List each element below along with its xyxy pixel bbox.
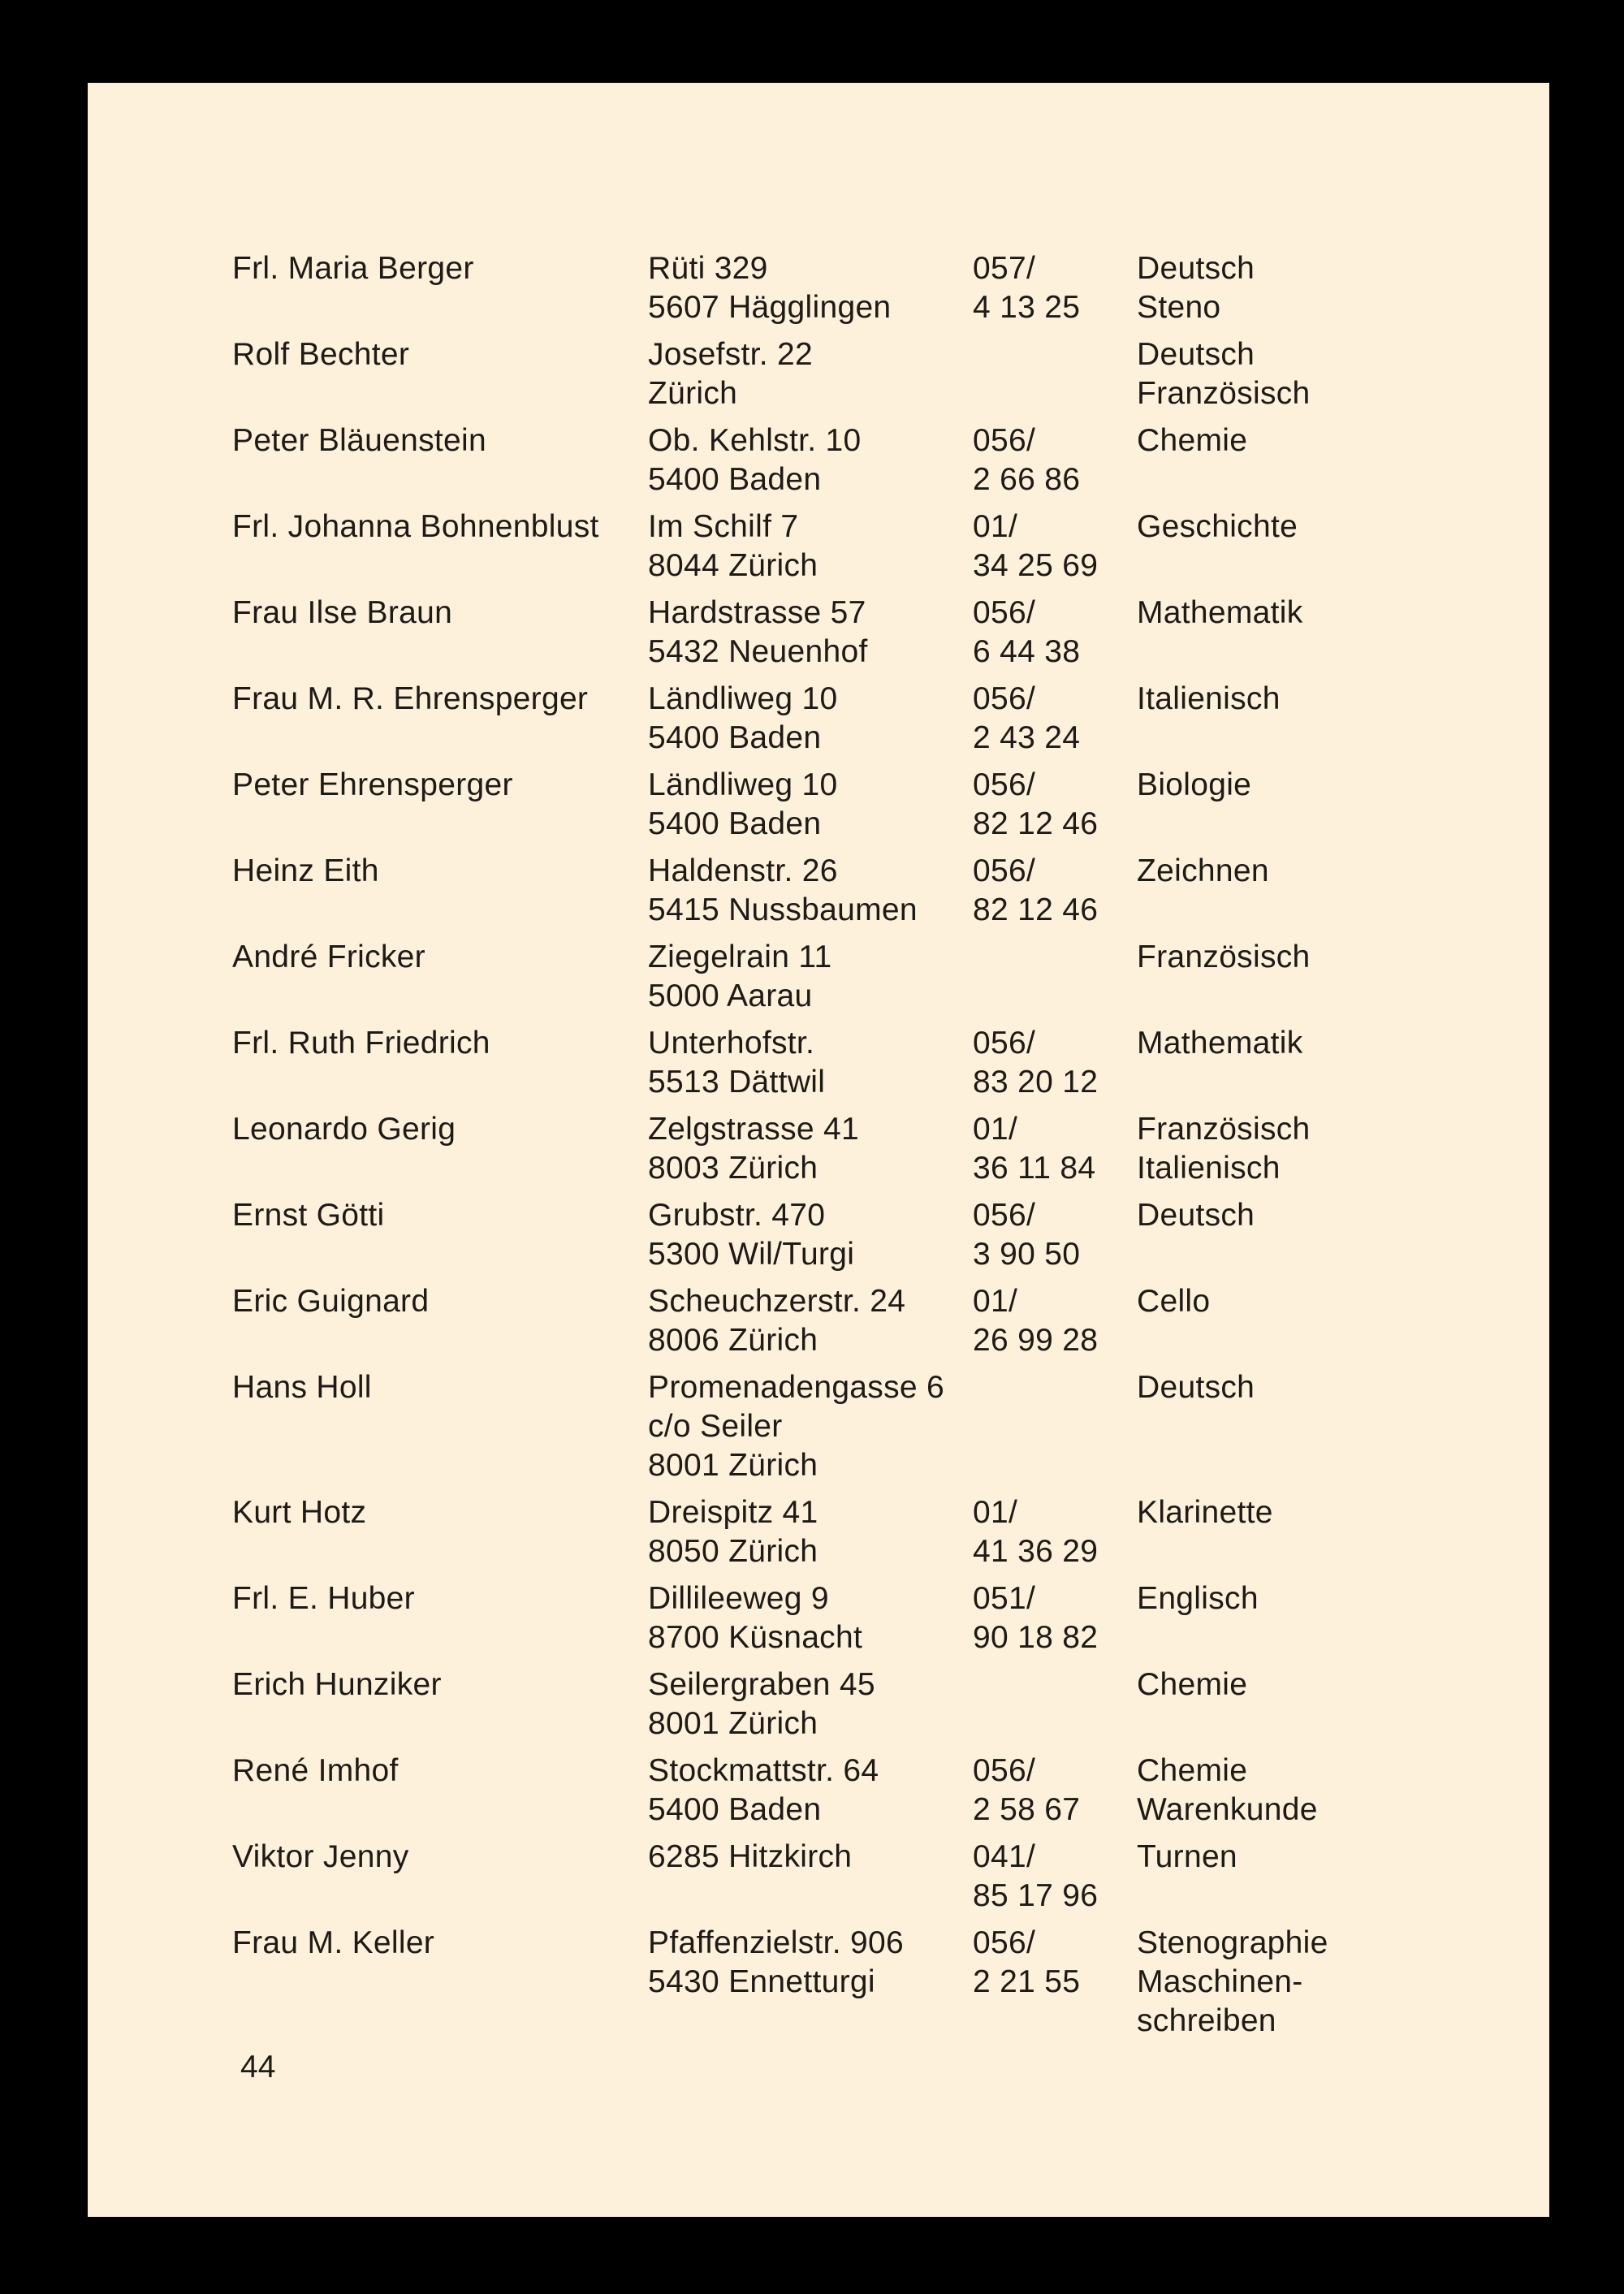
entry-phone xyxy=(973,508,1137,585)
entry-subjects-line: Klarinette xyxy=(1137,1495,1273,1530)
entry-phone-line: 82 12 46 xyxy=(973,892,1099,927)
entry-subjects-line: schreiben xyxy=(1137,2003,1276,2038)
entry-name xyxy=(232,335,648,374)
entry-address-line: Promenadengasse 6 xyxy=(648,1370,945,1405)
directory-entry xyxy=(232,335,1499,413)
teacher-directory xyxy=(232,249,1499,2049)
entry-address xyxy=(648,508,973,585)
entry-phone xyxy=(973,1110,1137,1188)
entry-name xyxy=(232,680,648,719)
entry-phone-line: 056/ xyxy=(973,1925,1036,1960)
entry-address xyxy=(648,1838,973,1877)
entry-subjects-line: Italienisch xyxy=(1137,681,1281,716)
entry-phone xyxy=(973,1752,1137,1830)
entry-name xyxy=(232,421,648,460)
directory-entry xyxy=(232,594,1499,672)
entry-address xyxy=(648,1579,973,1657)
entry-name xyxy=(232,1282,648,1321)
entry-phone xyxy=(973,249,1137,327)
entry-address-line: 5000 Aarau xyxy=(648,979,813,1013)
entry-name-text: Peter Ehrensperger xyxy=(232,767,513,802)
entry-address-line: 5300 Wil/Turgi xyxy=(648,1237,855,1272)
entry-phone-line: 34 25 69 xyxy=(973,548,1099,583)
entry-subjects xyxy=(1137,1110,1397,1188)
entry-subjects xyxy=(1137,1665,1397,1704)
directory-entry xyxy=(232,1196,1499,1274)
entry-phone-line: 83 20 12 xyxy=(973,1065,1099,1099)
entry-name xyxy=(232,594,648,633)
entry-subjects-line: Zeichnen xyxy=(1137,853,1269,888)
directory-entry xyxy=(232,1752,1499,1830)
entry-address-line: 8001 Zürich xyxy=(648,1448,818,1483)
entry-subjects xyxy=(1137,1493,1397,1532)
entry-name-text: Frl. E. Huber xyxy=(232,1581,415,1616)
entry-address-line: 8003 Zürich xyxy=(648,1151,818,1186)
entry-subjects-line: Chemie xyxy=(1137,423,1248,458)
entry-subjects-line: Deutsch xyxy=(1137,251,1255,286)
entry-address xyxy=(648,1493,973,1571)
entry-phone-line: 85 17 96 xyxy=(973,1878,1099,1913)
entry-subjects-line: Turnen xyxy=(1137,1839,1237,1874)
entry-subjects xyxy=(1137,766,1397,805)
entry-subjects xyxy=(1137,1924,1397,2041)
entry-phone-line: 4 13 25 xyxy=(973,290,1081,325)
entry-name xyxy=(232,852,648,891)
entry-name xyxy=(232,1368,648,1407)
entry-phone xyxy=(973,1282,1137,1360)
entry-phone xyxy=(973,680,1137,758)
entry-phone-line: 01/ xyxy=(973,1284,1018,1319)
directory-entry xyxy=(232,1368,1499,1485)
entry-address-line: Haldenstr. 26 xyxy=(648,853,838,888)
entry-address-line: 8001 Zürich xyxy=(648,1706,818,1741)
entry-phone xyxy=(973,421,1137,499)
directory-entry xyxy=(232,1110,1499,1188)
entry-subjects-line: Warenkunde xyxy=(1137,1792,1318,1827)
entry-address-line: Ob. Kehlstr. 10 xyxy=(648,423,862,458)
entry-subjects-line: Deutsch xyxy=(1137,1198,1255,1233)
entry-phone-line: 82 12 46 xyxy=(973,806,1099,841)
entry-address xyxy=(648,1196,973,1274)
entry-address xyxy=(648,335,973,413)
entry-phone-line: 2 21 55 xyxy=(973,1964,1081,1999)
entry-address xyxy=(648,1665,973,1743)
entry-name-text: René Imhof xyxy=(232,1753,399,1788)
directory-entry xyxy=(232,1665,1499,1743)
entry-address-line: Grubstr. 470 xyxy=(648,1198,826,1233)
entry-address-line: Pfaffenzielstr. 906 xyxy=(648,1925,905,1960)
entry-phone xyxy=(973,766,1137,844)
entry-name-text: Frl. Johanna Bohnenblust xyxy=(232,509,599,544)
entry-address xyxy=(648,1924,973,2002)
entry-address-line: Unterhofstr. xyxy=(648,1026,815,1061)
entry-subjects-line: Mathematik xyxy=(1137,595,1303,630)
entry-name xyxy=(232,249,648,288)
entry-address-line: 5513 Dättwil xyxy=(648,1065,826,1099)
entry-phone-line: 056/ xyxy=(973,423,1036,458)
entry-name-text: Rolf Bechter xyxy=(232,337,410,372)
entry-subjects xyxy=(1137,508,1397,546)
directory-entry xyxy=(232,1282,1499,1360)
entry-address xyxy=(648,1752,973,1830)
entry-phone xyxy=(973,1924,1137,2002)
entry-phone xyxy=(973,594,1137,672)
entry-phone-line: 41 36 29 xyxy=(973,1534,1099,1569)
entry-phone xyxy=(973,1196,1137,1274)
entry-name-text: Eric Guignard xyxy=(232,1284,430,1319)
entry-phone xyxy=(973,1579,1137,1657)
entry-name xyxy=(232,1493,648,1532)
entry-address-line: Zelgstrasse 41 xyxy=(648,1112,859,1147)
entry-address xyxy=(648,1024,973,1102)
entry-address-line: 5400 Baden xyxy=(648,1792,822,1827)
entry-phone xyxy=(973,1838,1137,1916)
entry-address-line: 5400 Baden xyxy=(648,806,822,841)
entry-phone-line: 01/ xyxy=(973,1112,1018,1147)
entry-address-line: 5415 Nussbaumen xyxy=(648,892,918,927)
entry-phone-line: 056/ xyxy=(973,767,1036,802)
entry-subjects-line: Französisch xyxy=(1137,376,1311,411)
entry-subjects xyxy=(1137,1024,1397,1063)
entry-name-text: Viktor Jenny xyxy=(232,1839,409,1874)
entry-name xyxy=(232,1196,648,1235)
directory-entry xyxy=(232,1838,1499,1916)
entry-name xyxy=(232,1024,648,1063)
entry-phone-line: 6 44 38 xyxy=(973,634,1081,669)
entry-address-line: Scheuchzerstr. 24 xyxy=(648,1284,906,1319)
entry-address-line: c/o Seiler xyxy=(648,1409,783,1444)
directory-entry xyxy=(232,766,1499,844)
entry-name-text: Kurt Hotz xyxy=(232,1495,367,1530)
entry-phone-line: 26 99 28 xyxy=(973,1323,1099,1358)
entry-subjects-line: Italienisch xyxy=(1137,1151,1281,1186)
entry-address-line: 5607 Hägglingen xyxy=(648,290,892,325)
entry-subjects-line: Deutsch xyxy=(1137,337,1255,372)
entry-name xyxy=(232,938,648,977)
entry-name xyxy=(232,1838,648,1877)
entry-subjects-line: Chemie xyxy=(1137,1753,1248,1788)
entry-phone xyxy=(973,852,1137,930)
entry-name-text: Frl. Maria Berger xyxy=(232,251,474,286)
entry-phone xyxy=(973,1493,1137,1571)
entry-name-text: André Fricker xyxy=(232,940,425,974)
entry-phone-line: 3 90 50 xyxy=(973,1237,1081,1272)
entry-name xyxy=(232,508,648,546)
entry-address xyxy=(648,249,973,327)
entry-address-line: 5400 Baden xyxy=(648,720,822,755)
entry-phone-line: 2 66 86 xyxy=(973,462,1081,497)
entry-address-line: Stockmattstr. 64 xyxy=(648,1753,879,1788)
entry-name xyxy=(232,1110,648,1149)
entry-subjects xyxy=(1137,594,1397,633)
entry-name-text: Frau M. Keller xyxy=(232,1925,435,1960)
entry-name-text: Heinz Eith xyxy=(232,853,379,888)
directory-entry xyxy=(232,249,1499,327)
directory-entry xyxy=(232,508,1499,585)
entry-address-line: Seilergraben 45 xyxy=(648,1667,875,1702)
entry-address-line: 8044 Zürich xyxy=(648,548,818,583)
entry-subjects xyxy=(1137,335,1397,413)
entry-subjects xyxy=(1137,1752,1397,1830)
entry-name-text: Frau Ilse Braun xyxy=(232,595,453,630)
entry-address xyxy=(648,852,973,930)
entry-name-text: Ernst Götti xyxy=(232,1198,385,1233)
directory-entry xyxy=(232,1493,1499,1571)
entry-phone-line: 056/ xyxy=(973,681,1036,716)
entry-address xyxy=(648,1110,973,1188)
entry-name-text: Erich Hunziker xyxy=(232,1667,442,1702)
entry-subjects xyxy=(1137,1838,1397,1877)
entry-phone-line: 041/ xyxy=(973,1839,1036,1874)
entry-subjects-line: Französisch xyxy=(1137,1112,1311,1147)
entry-subjects-line: Französisch xyxy=(1137,940,1311,974)
entry-phone-line: 057/ xyxy=(973,251,1036,286)
entry-address-line: Ländliweg 10 xyxy=(648,767,838,802)
entry-address-line: 5430 Ennetturgi xyxy=(648,1964,875,1999)
entry-subjects-line: Steno xyxy=(1137,290,1221,325)
entry-address-line: Zürich xyxy=(648,376,738,411)
entry-address-line: Hardstrasse 57 xyxy=(648,595,866,630)
entry-address-line: 8006 Zürich xyxy=(648,1323,818,1358)
entry-subjects xyxy=(1137,249,1397,327)
entry-name xyxy=(232,1579,648,1618)
entry-address-line: 5400 Baden xyxy=(648,462,822,497)
document-page xyxy=(88,83,1549,2217)
directory-entry xyxy=(232,1924,1499,2041)
entry-subjects xyxy=(1137,938,1397,977)
entry-subjects-line: Englisch xyxy=(1137,1581,1259,1616)
entry-name xyxy=(232,766,648,805)
entry-phone-line: 2 58 67 xyxy=(973,1792,1081,1827)
entry-subjects xyxy=(1137,1579,1397,1618)
entry-address-line: Dillileeweg 9 xyxy=(648,1581,829,1616)
entry-phone-line: 01/ xyxy=(973,1495,1018,1530)
entry-name xyxy=(232,1665,648,1704)
entry-subjects-line: Cello xyxy=(1137,1284,1211,1319)
entry-address-line: 5432 Neuenhof xyxy=(648,634,868,669)
entry-name-text: Leonardo Gerig xyxy=(232,1112,456,1147)
entry-phone-line: 2 43 24 xyxy=(973,720,1081,755)
entry-phone-line: 056/ xyxy=(973,1198,1036,1233)
entry-phone-line: 056/ xyxy=(973,1026,1036,1061)
entry-address xyxy=(648,421,973,499)
entry-phone-line: 051/ xyxy=(973,1581,1036,1616)
entry-subjects-line: Chemie xyxy=(1137,1667,1248,1702)
entry-name-text: Hans Holl xyxy=(232,1370,372,1405)
entry-address-line: Ziegelrain 11 xyxy=(648,940,832,974)
entry-subjects xyxy=(1137,1282,1397,1321)
entry-name xyxy=(232,1752,648,1791)
entry-subjects xyxy=(1137,680,1397,719)
entry-address-line: Ländliweg 10 xyxy=(648,681,838,716)
entry-subjects xyxy=(1137,852,1397,891)
directory-entry xyxy=(232,938,1499,1016)
entry-name-text: Frl. Ruth Friedrich xyxy=(232,1026,490,1061)
entry-address-line: Im Schilf 7 xyxy=(648,509,799,544)
directory-entry xyxy=(232,421,1499,499)
entry-phone-line: 056/ xyxy=(973,595,1036,630)
entry-address-line: Dreispitz 41 xyxy=(648,1495,818,1530)
directory-entry xyxy=(232,1024,1499,1102)
entry-address-line: 8700 Küsnacht xyxy=(648,1620,863,1655)
directory-entry xyxy=(232,1579,1499,1657)
entry-subjects-line: Mathematik xyxy=(1137,1026,1303,1061)
entry-phone-line: 01/ xyxy=(973,509,1018,544)
entry-subjects xyxy=(1137,421,1397,460)
entry-phone-line: 056/ xyxy=(973,853,1036,888)
directory-entry xyxy=(232,852,1499,930)
entry-name xyxy=(232,1924,648,1963)
directory-entry xyxy=(232,680,1499,758)
entry-subjects-line: Geschichte xyxy=(1137,509,1298,544)
entry-address-line: 6285 Hitzkirch xyxy=(648,1839,853,1874)
entry-address-line: 8050 Zürich xyxy=(648,1534,818,1569)
entry-subjects-line: Deutsch xyxy=(1137,1370,1255,1405)
entry-address xyxy=(648,1368,973,1485)
entry-name-text: Peter Bläuenstein xyxy=(232,423,486,458)
entry-phone-line: 36 11 84 xyxy=(973,1151,1096,1186)
entry-subjects-line: Maschinen- xyxy=(1137,1964,1303,1999)
entry-address xyxy=(648,1282,973,1360)
entry-subjects-line: Biologie xyxy=(1137,767,1252,802)
entry-phone xyxy=(973,1024,1137,1102)
entry-phone-line: 90 18 82 xyxy=(973,1620,1099,1655)
page-number: 44 xyxy=(240,2050,276,2084)
entry-address xyxy=(648,594,973,672)
entry-address xyxy=(648,938,973,1016)
entry-address xyxy=(648,766,973,844)
entry-address-line: Josefstr. 22 xyxy=(648,337,814,372)
entry-name-text: Frau M. R. Ehrensperger xyxy=(232,681,589,716)
entry-subjects xyxy=(1137,1196,1397,1235)
entry-subjects-line: Stenographie xyxy=(1137,1925,1328,1960)
entry-address-line: Rüti 329 xyxy=(648,251,768,286)
entry-phone-line: 056/ xyxy=(973,1753,1036,1788)
entry-subjects xyxy=(1137,1368,1397,1407)
entry-address xyxy=(648,680,973,758)
